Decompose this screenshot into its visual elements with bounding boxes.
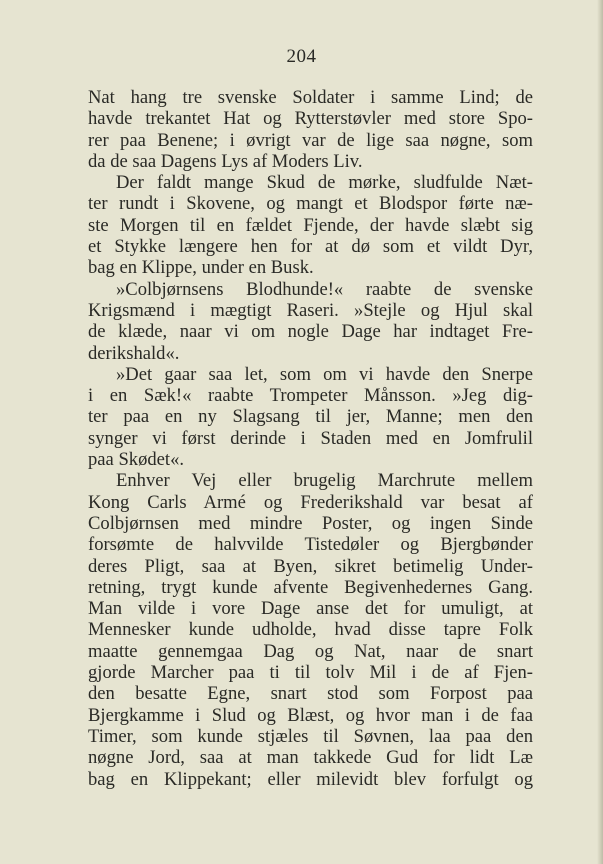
text-line: deres Pligt, saa at Byen, sikret betimelig Under- (88, 555, 533, 577)
text-line: Nat hang tre svenske Soldater i samme Lind; de (88, 87, 533, 108)
text-line: ter rundt i Skovene, og mangt et Blodspor førte næ- (88, 193, 533, 215)
page-edge (597, 0, 603, 864)
text-line: bag en Klippe, under en Busk. (88, 257, 314, 279)
text-line: bag en Klippekant; eller milevidt blev forfulgt og (88, 768, 533, 790)
text-line: »Det gaar saa let, som om vi havde den Snerpe (116, 363, 533, 385)
text-line: ter paa en ny Slagsang til jer, Manne; men den (88, 406, 533, 428)
text-line: Colbjørnsen med mindre Poster, og ingen Sinde (88, 512, 533, 534)
text-line: i en Sæk!« raabte Trompeter Månsson. »Jeg dig- (88, 385, 533, 407)
text-line: paa Skødet«. (88, 449, 185, 471)
text-line: et Stykke længere hen for at dø som et vildt Dyr, (88, 236, 533, 258)
text-line: retning, trygt kunde afvente Begivenhedernes Gang. (88, 576, 533, 598)
text-line: Enhver Vej eller brugelig Marchrute mellem (116, 470, 533, 492)
text-line: Mennesker kunde udholde, hvad disse tapre Folk (88, 619, 533, 641)
text-line: ste Morgen til en fældet Fjende, der havde slæbt sig (88, 214, 533, 236)
text-line: rer paa Benene; i øvrigt var de lige saa nøgne, som (88, 129, 533, 151)
text-line: de klæde, naar vi om nogle Dage har indtaget Fre- (88, 321, 533, 343)
body-text (88, 87, 533, 790)
text-line: Krigsmænd i mægtigt Raseri. »Stejle og Hjul skal (88, 299, 533, 321)
text-line: den besatte Egne, snart stod som Forpost paa (88, 683, 533, 705)
text-line: »Colbjørnsens Blodhunde!« raabte de svenske (116, 278, 533, 300)
text-line: Kong Carls Armé og Frederikshald var besat af (88, 491, 533, 513)
text-line: gjorde Marcher paa ti til tolv Mil i de af Fjen- (88, 662, 533, 684)
text-line: derikshald«. (88, 342, 180, 364)
text-line: Man vilde i vore Dage anse det for umuligt, at (88, 598, 533, 620)
page-number: 204 (286, 46, 317, 67)
text-line: forsømte de halvvilde Tistedøler og Bjergbønder (88, 534, 533, 556)
text-line: maatte gennemgaa Dag og Nat, naar de snart (88, 640, 533, 662)
text-line: nøgne Jord, saa at man takkede Gud for lidt Læ (88, 747, 533, 769)
text-line: da de saa Dagens Lys af Moders Liv. (88, 150, 363, 172)
text-line: Bjergkamme i Slud og Blæst, og hvor man i de faa (88, 704, 533, 726)
text-line: havde trekantet Hat og Rytterstøvler med store Spo- (88, 108, 533, 130)
text-line: synger vi først derinde i Staden med en Jomfrulil (88, 427, 533, 449)
text-line: Der faldt mange Skud de mørke, sludfulde Næt- (116, 172, 533, 194)
text-line: Timer, som kunde stjæles til Søvnen, laa paa den (88, 725, 533, 747)
